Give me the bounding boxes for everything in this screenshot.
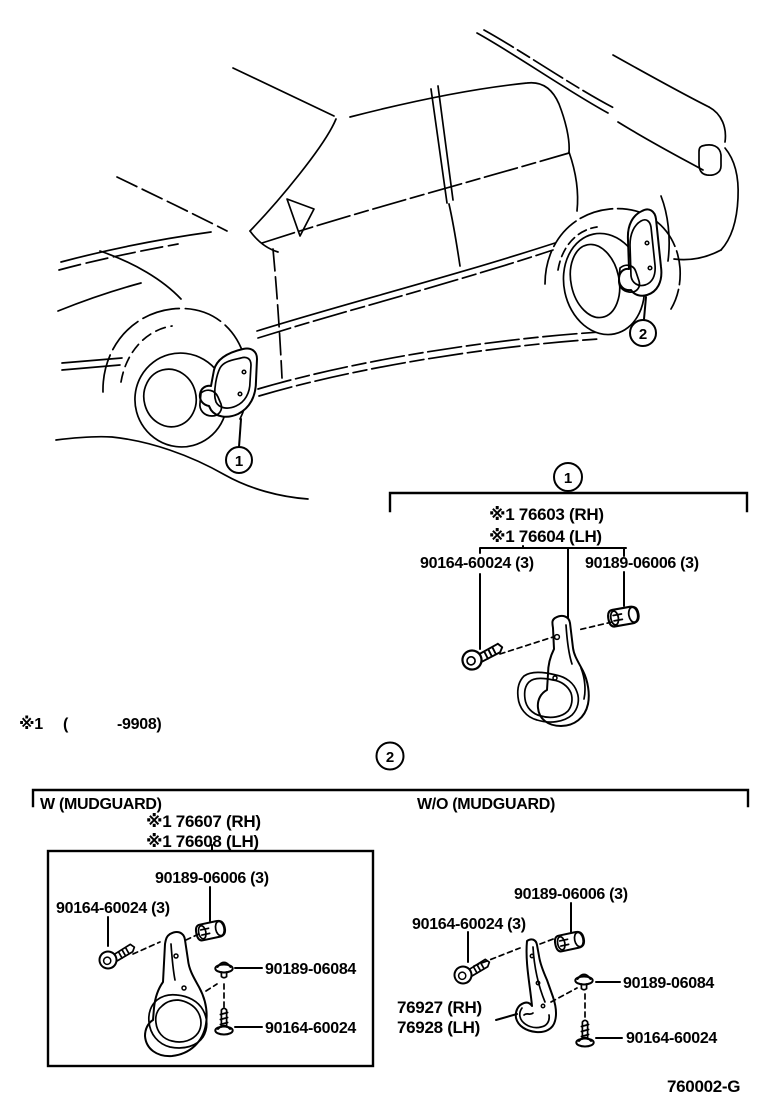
left-leader-lines [235, 968, 262, 1027]
grommet-label-90189-06084-left: 90189-06084 [265, 961, 357, 978]
clip-label-90189-06006: 90189-06006 (3) [585, 555, 699, 572]
section2-callout-number: 2 [385, 749, 395, 766]
screw-part-icon [452, 958, 493, 986]
left-mudguard-shape [145, 932, 207, 1056]
part-number-76608: ※1 76608 (LH) [146, 832, 259, 851]
grommet-label-90189-06084-right: 90189-06084 [623, 975, 715, 992]
screw-part-icon [97, 943, 138, 971]
section-rear-assembly [33, 743, 748, 1067]
note-symbol: ※1 [19, 716, 43, 733]
front-mudguard-callout [226, 419, 252, 473]
front-mudguard-shape [200, 348, 257, 416]
note-open-paren: ( [63, 716, 69, 733]
grommet-part-icon [215, 963, 232, 978]
with-mudguard-header: W (MUDGUARD) [40, 796, 162, 813]
section1-mudguard-shape [518, 616, 589, 726]
note-value: -9908) [117, 716, 162, 733]
screw-label-90164-60024: 90164-60024 (3) [420, 555, 534, 572]
part-number-76927: 76927 (RH) [397, 998, 482, 1017]
grommet-part-icon [575, 975, 592, 990]
without-mudguard-assembly [397, 886, 717, 1047]
protector-piece-shape [516, 939, 556, 1032]
part-number-76604: ※1 76604 (LH) [489, 527, 602, 546]
clip-part-icon [554, 931, 586, 953]
figure-code: 760002-G [667, 1077, 741, 1096]
callout-number-front: 1 [234, 453, 244, 470]
part-number-76607: ※1 76607 (RH) [146, 812, 261, 831]
bottom-screw-label-left: 90164-60024 [265, 1020, 357, 1037]
screw-label-90164-60024-right: 90164-60024 (3) [412, 916, 526, 933]
car-line-drawing [56, 30, 738, 499]
screw-label-90164-60024-left: 90164-60024 (3) [56, 900, 170, 917]
section1-callout-number: 1 [563, 470, 573, 487]
with-mudguard-assembly [48, 812, 373, 1066]
clip-label-90189-06006-left: 90189-06006 (3) [155, 870, 269, 887]
clip-part-icon [607, 606, 640, 628]
bottom-screw-label-right: 90164-60024 [626, 1030, 718, 1047]
rear-mudguard-shape [619, 209, 662, 295]
right-leader-lines [496, 982, 622, 1038]
bottom-screw-part-icon [576, 1020, 593, 1046]
clip-label-90189-06006-right: 90189-06006 (3) [514, 886, 628, 903]
without-mudguard-header: W/O (MUDGUARD) [417, 796, 555, 813]
screw-part-icon [460, 642, 505, 671]
part-number-76603: ※1 76603 (RH) [489, 505, 604, 524]
bottom-screw-part-icon [215, 1008, 232, 1034]
part-number-76928: 76928 (LH) [397, 1018, 480, 1037]
section-front-assembly [390, 463, 747, 726]
clip-part-icon [195, 920, 227, 942]
applicability-note [19, 715, 161, 733]
callout-number-rear: 2 [638, 326, 648, 343]
